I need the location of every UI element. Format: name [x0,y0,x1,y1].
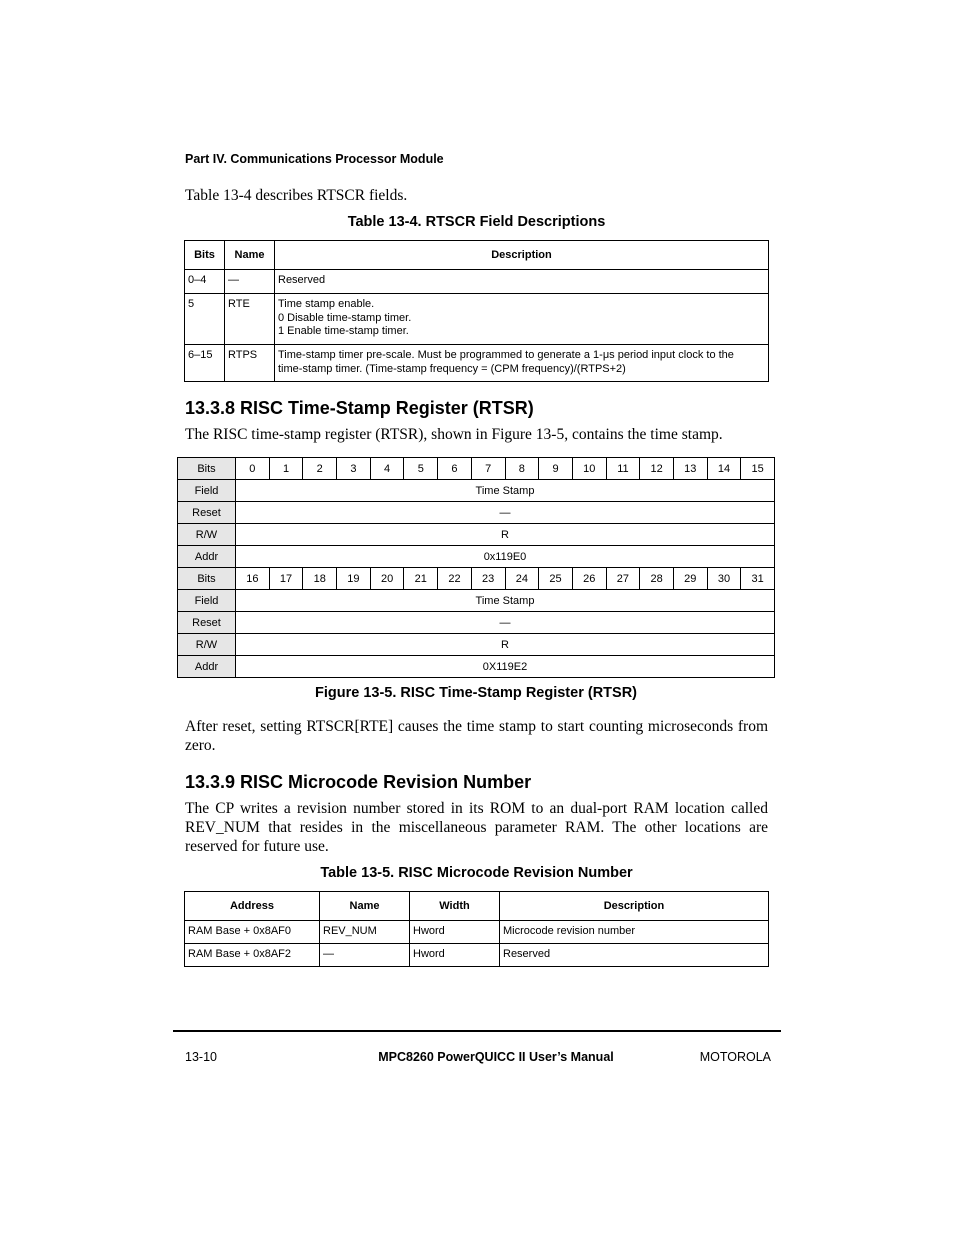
bit-number: 27 [606,568,640,590]
bit-number: 16 [236,568,270,590]
bit-number: 1 [269,458,303,480]
rw-label: R/W [178,524,236,546]
bit-number: 25 [539,568,573,590]
footer-page-number: 13-10 [185,1050,217,1064]
desc-line: 1 Enable time-stamp timer. [278,325,409,337]
table1-caption: Table 13-4. RTSCR Field Descriptions [347,214,606,230]
intro-text: Table 13-4 describes RTSCR fields. [185,187,408,204]
bit-number: 23 [471,568,505,590]
bit-number: 5 [404,458,438,480]
addr-row-lower [178,656,775,678]
cell-address: RAM Base + 0x8AF0 [185,921,320,944]
cell-bits: 5 [185,294,225,345]
running-head: Part IV. Communications Processor Module [185,152,444,166]
desc-line: time-stamp timer. (Time-stamp frequency = (CPM frequency)/(RTPS+2) [278,362,626,375]
bits-row-lower [178,568,775,590]
bit-number: 3 [337,458,371,480]
bit-number: 24 [505,568,539,590]
table-row [185,944,769,967]
header-address: Address [185,892,320,921]
table-row [185,921,769,944]
rw-value: R [236,524,775,546]
header-description: Description [500,892,769,921]
section-heading-rtsr: 13.3.8 RISC Time-Stamp Register (RTSR) [185,398,534,418]
header-bits: Bits [185,241,225,270]
cell-description: Reserved [500,944,769,967]
bit-number: 0 [236,458,270,480]
header-name: Name [225,241,275,270]
desc-line: 0 Disable time-stamp timer. [278,311,412,324]
addr-row-upper [178,546,775,568]
bit-number: 26 [572,568,606,590]
footer-company: MOTOROLA [699,1050,771,1064]
cell-name: REV_NUM [320,921,410,944]
reset-value: — [236,612,775,634]
section-text-revision: The CP writes a revision number stored in its ROM to an dual-port RAM location called REV_NUM that resides in the miscellaneous parameter RAM. The other locations are reserved for future use. [185,800,768,855]
footer-title: MPC8260 PowerQUICC II User’s Manual [378,1050,614,1064]
figure-caption: Figure 13-5. RISC Time-Stamp Register (RTSR) [314,685,638,701]
field-row-upper [178,480,775,502]
reset-label: Reset [178,612,236,634]
bit-number: 14 [707,458,741,480]
after-reset-text: After reset, setting RTSCR[RTE] causes the time stamp to start counting microseconds from zero. [185,718,768,754]
cell-width: Hword [410,921,500,944]
table-row [185,270,769,294]
cell-description: Microcode revision number [500,921,769,944]
bit-number: 12 [640,458,674,480]
cell-name: — [320,944,410,967]
cell-description [275,345,769,382]
cell-name: — [225,270,275,294]
section-heading-revision: 13.3.9 RISC Microcode Revision Number [185,772,532,792]
reset-row-lower [178,612,775,634]
reset-value: — [236,502,775,524]
bit-number: 8 [505,458,539,480]
bit-number: 20 [370,568,404,590]
table-header-row [185,241,769,270]
addr-value: 0X119E2 [236,656,775,678]
bit-number: 21 [404,568,438,590]
section-text-rtsr: The RISC time-stamp register (RTSR), shown in Figure 13-5, contains the time stamp. [185,426,723,443]
addr-label: Addr [178,546,236,568]
bit-number: 13 [673,458,707,480]
header-description: Description [275,241,769,270]
bit-number: 15 [741,458,775,480]
rw-label: R/W [178,634,236,656]
field-row-lower [178,590,775,612]
addr-value: 0x119E0 [236,546,775,568]
bit-number: 31 [741,568,775,590]
bit-number: 29 [673,568,707,590]
cell-bits: 6–15 [185,345,225,382]
table-row [185,345,769,382]
cell-width: Hword [410,944,500,967]
rw-row-upper [178,524,775,546]
field-value: Time Stamp [236,590,775,612]
footer-rule [173,1030,781,1032]
desc-line: Time stamp enable. [278,298,375,310]
rw-value: R [236,634,775,656]
reset-row-upper [178,502,775,524]
bits-label: Bits [178,458,236,480]
table-header-row [185,892,769,921]
rtscr-field-table [184,240,769,382]
cell-name: RTE [225,294,275,345]
cell-address: RAM Base + 0x8AF2 [185,944,320,967]
table-row [185,294,769,345]
bit-number: 28 [640,568,674,590]
rw-row-lower [178,634,775,656]
cell-description: Reserved [275,270,769,294]
bit-number: 10 [572,458,606,480]
reset-label: Reset [178,502,236,524]
field-label: Field [178,480,236,502]
bit-number: 30 [707,568,741,590]
cell-description [275,294,769,345]
bit-number: 17 [269,568,303,590]
header-name: Name [320,892,410,921]
bit-number: 22 [438,568,472,590]
addr-label: Addr [178,656,236,678]
table2-caption: Table 13-5. RISC Microcode Revision Number [320,865,633,881]
desc-line: Time-stamp timer pre-scale. Must be programmed to generate a 1-μs period input clock to the [278,349,734,361]
bit-number: 2 [303,458,337,480]
field-label: Field [178,590,236,612]
bits-row-upper [178,458,775,480]
bit-number: 9 [539,458,573,480]
bit-number: 4 [370,458,404,480]
bit-number: 7 [471,458,505,480]
bits-label: Bits [178,568,236,590]
bit-number: 18 [303,568,337,590]
header-width: Width [410,892,500,921]
field-value: Time Stamp [236,480,775,502]
rtsr-register-diagram [177,457,775,678]
revision-number-table [184,891,769,967]
bit-number: 11 [606,458,640,480]
cell-name: RTPS [225,345,275,382]
bit-number: 19 [337,568,371,590]
cell-bits: 0–4 [185,270,225,294]
bit-number: 6 [438,458,472,480]
